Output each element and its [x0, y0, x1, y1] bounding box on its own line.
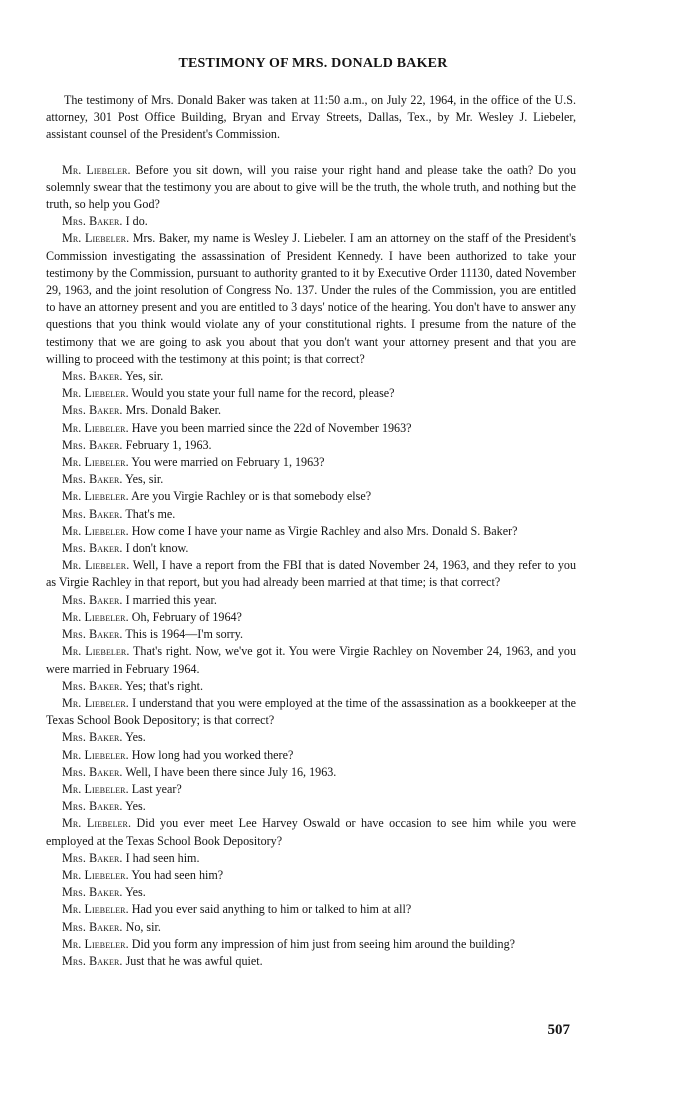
testimony-text: That's right. Now, we've got it. You were Virgie Rachley on November 24, 1963, and you were married in February 1964.	[46, 644, 576, 676]
testimony-text: Would you state your full name for the record, please?	[131, 386, 395, 401]
speaker-label: Mr. Liebeler.	[62, 781, 129, 796]
testimony-body	[46, 162, 576, 971]
testimony-text: I married this year.	[125, 592, 217, 607]
testimony-paragraph	[46, 729, 576, 746]
testimony-paragraph	[46, 815, 576, 849]
testimony-paragraph	[46, 643, 576, 677]
testimony-text: Are you Virgie Rachley or is that somebody else?	[131, 489, 372, 504]
testimony-text: That's me.	[125, 506, 176, 521]
testimony-paragraph	[46, 936, 576, 953]
testimony-paragraph	[46, 471, 576, 488]
speaker-label: Mr. Liebeler.	[62, 644, 130, 659]
testimony-text: Before you sit down, will you raise your right hand and please take the oath? Do you solemnly swear that the testimony you are about to give will be the truth, the whole truth, and nothing but the truth, so help you God?	[46, 162, 576, 212]
testimony-text: Mrs. Donald Baker.	[125, 403, 221, 418]
testimony-text: Had you ever said anything to him or talked to him at all?	[131, 902, 412, 917]
speaker-label: Mr. Liebeler.	[62, 902, 129, 917]
testimony-text: Just that he was awful quiet.	[125, 953, 263, 968]
speaker-label: Mrs. Baker.	[62, 403, 123, 418]
testimony-paragraph	[46, 901, 576, 918]
testimony-paragraph	[46, 919, 576, 936]
page-number: 507	[547, 1022, 570, 1038]
testimony-paragraph	[46, 867, 576, 884]
speaker-label: Mr. Liebeler.	[62, 747, 129, 762]
testimony-text: Yes, sir.	[125, 472, 164, 487]
testimony-paragraph	[46, 368, 576, 385]
testimony-text: No, sir.	[125, 919, 161, 934]
testimony-paragraph	[46, 506, 576, 523]
testimony-text: Well, I have been there since July 16, 1963.	[125, 764, 337, 779]
speaker-label: Mr. Liebeler.	[62, 420, 129, 435]
testimony-paragraph	[46, 626, 576, 643]
testimony-paragraph	[46, 764, 576, 781]
testimony-paragraph	[46, 557, 576, 591]
testimony-text: Oh, February of 1964?	[131, 609, 242, 624]
testimony-text: Well, I have a report from the FBI that is dated November 24, 1963, and they refer to you as Virgie Rachley in that report, but you had already been married at that time; is that correct?	[46, 558, 577, 590]
testimony-paragraph	[46, 781, 576, 798]
testimony-paragraph	[46, 437, 576, 454]
speaker-label: Mr. Liebeler.	[62, 816, 132, 831]
speaker-label: Mr. Liebeler.	[62, 609, 129, 624]
testimony-paragraph	[46, 540, 576, 557]
speaker-label: Mrs. Baker.	[62, 592, 123, 607]
speaker-label: Mrs. Baker.	[62, 627, 123, 642]
testimony-text: How long had you worked there?	[131, 747, 294, 762]
testimony-paragraph	[46, 488, 576, 505]
testimony-text: Last year?	[131, 781, 182, 796]
testimony-text: Did you ever meet Lee Harvey Oswald or have occasion to see him while you were employed at the Texas School Book Depository?	[46, 816, 576, 848]
testimony-text: You were married on February 1, 1963?	[131, 455, 325, 470]
testimony-paragraph	[46, 523, 576, 540]
testimony-paragraph	[46, 850, 576, 867]
speaker-label: Mr. Liebeler.	[62, 695, 129, 710]
speaker-label: Mrs. Baker.	[62, 730, 123, 745]
testimony-paragraph	[46, 592, 576, 609]
speaker-label: Mr. Liebeler.	[62, 489, 129, 504]
testimony-paragraph	[46, 162, 576, 214]
testimony-paragraph	[46, 385, 576, 402]
speaker-label: Mr. Liebeler.	[62, 455, 129, 470]
speaker-label: Mrs. Baker.	[62, 369, 123, 384]
testimony-text: This is 1964—I'm sorry.	[125, 627, 243, 642]
testimony-text: Did you form any impression of him just from seeing him around the building?	[131, 936, 516, 951]
testimony-paragraph	[46, 609, 576, 626]
speaker-label: Mr. Liebeler.	[62, 162, 131, 177]
testimony-text: Yes.	[125, 799, 146, 814]
speaker-label: Mrs. Baker.	[62, 764, 123, 779]
speaker-label: Mrs. Baker.	[62, 919, 123, 934]
testimony-paragraph	[46, 454, 576, 471]
testimony-text: I understand that you were employed at the time of the assassination as a bookkeeper at the Texas School Book Depository; is that correct?	[46, 695, 576, 728]
speaker-label: Mr. Liebeler.	[62, 523, 129, 538]
speaker-label: Mrs. Baker.	[62, 799, 123, 814]
testimony-text: I do.	[125, 214, 148, 229]
speaker-label: Mr. Liebeler.	[62, 231, 130, 246]
testimony-paragraph	[46, 747, 576, 764]
testimony-paragraph	[46, 695, 576, 729]
document-page	[46, 56, 576, 970]
testimony-paragraph	[46, 678, 576, 695]
testimony-paragraph	[46, 884, 576, 901]
testimony-text: February 1, 1963.	[125, 437, 212, 452]
testimony-text: Yes; that's right.	[125, 678, 204, 693]
speaker-label: Mrs. Baker.	[62, 541, 123, 556]
speaker-label: Mr. Liebeler.	[62, 936, 129, 951]
testimony-text: Mrs. Baker, my name is Wesley J. Liebeler. I am an attorney on the staff of the President's Commission investigating the assassination of President Kennedy. I have been authorized to take your testimony by the Commission, pursuant to authority granted to it by Executive Order 11130, dated November 29, 1963, and the joint resolution of Congress No. 137. Under the rules of the Commission, you are entitled to have an attorney present and you are entitled to 3 days' notice of the hearing. You don't have to answer any questions that you think would violate any of your constitutional rights. I presume from the nature of the testimony that we are going to ask you about that you don't want your attorney present and that you are willing to proceed with the testimony at this point; is that correct?	[46, 231, 577, 366]
testimony-text: I don't know.	[125, 541, 189, 556]
speaker-label: Mr. Liebeler.	[62, 867, 129, 882]
intro-paragraph: The testimony of Mrs. Donald Baker was taken at 11:50 a.m., on July 22, 1964, in the office of the U.S. attorney, 301 Post Office Building, Bryan and Ervay Streets, Dallas, Tex., by Mr. Wesley J. Liebeler, assistant counsel of the President's Commission.	[46, 93, 576, 142]
testimony-paragraph	[46, 420, 576, 437]
testimony-text: Yes.	[125, 885, 146, 900]
testimony-text: Yes.	[125, 730, 146, 745]
speaker-label: Mrs. Baker.	[62, 885, 123, 900]
testimony-paragraph	[46, 230, 576, 368]
testimony-paragraph	[46, 798, 576, 815]
speaker-label: Mrs. Baker.	[62, 472, 123, 487]
speaker-label: Mrs. Baker.	[62, 506, 123, 521]
speaker-label: Mrs. Baker.	[62, 953, 123, 968]
speaker-label: Mrs. Baker.	[62, 214, 123, 229]
testimony-paragraph	[46, 953, 576, 970]
testimony-text: I had seen him.	[125, 850, 200, 865]
page-title: TESTIMONY OF MRS. DONALD BAKER	[178, 56, 448, 71]
testimony-text: How come I have your name as Virgie Rachley and also Mrs. Donald S. Baker?	[131, 523, 518, 538]
speaker-label: Mrs. Baker.	[62, 437, 123, 452]
testimony-paragraph	[46, 213, 576, 230]
testimony-text: Yes, sir.	[125, 369, 164, 384]
speaker-label: Mrs. Baker.	[62, 850, 123, 865]
speaker-label: Mr. Liebeler.	[62, 386, 129, 401]
speaker-label: Mrs. Baker.	[62, 678, 123, 693]
testimony-text: Have you been married since the 22d of November 1963?	[131, 420, 412, 435]
testimony-paragraph	[46, 402, 576, 419]
speaker-label: Mr. Liebeler.	[62, 558, 130, 573]
testimony-text: You had seen him?	[131, 867, 224, 882]
